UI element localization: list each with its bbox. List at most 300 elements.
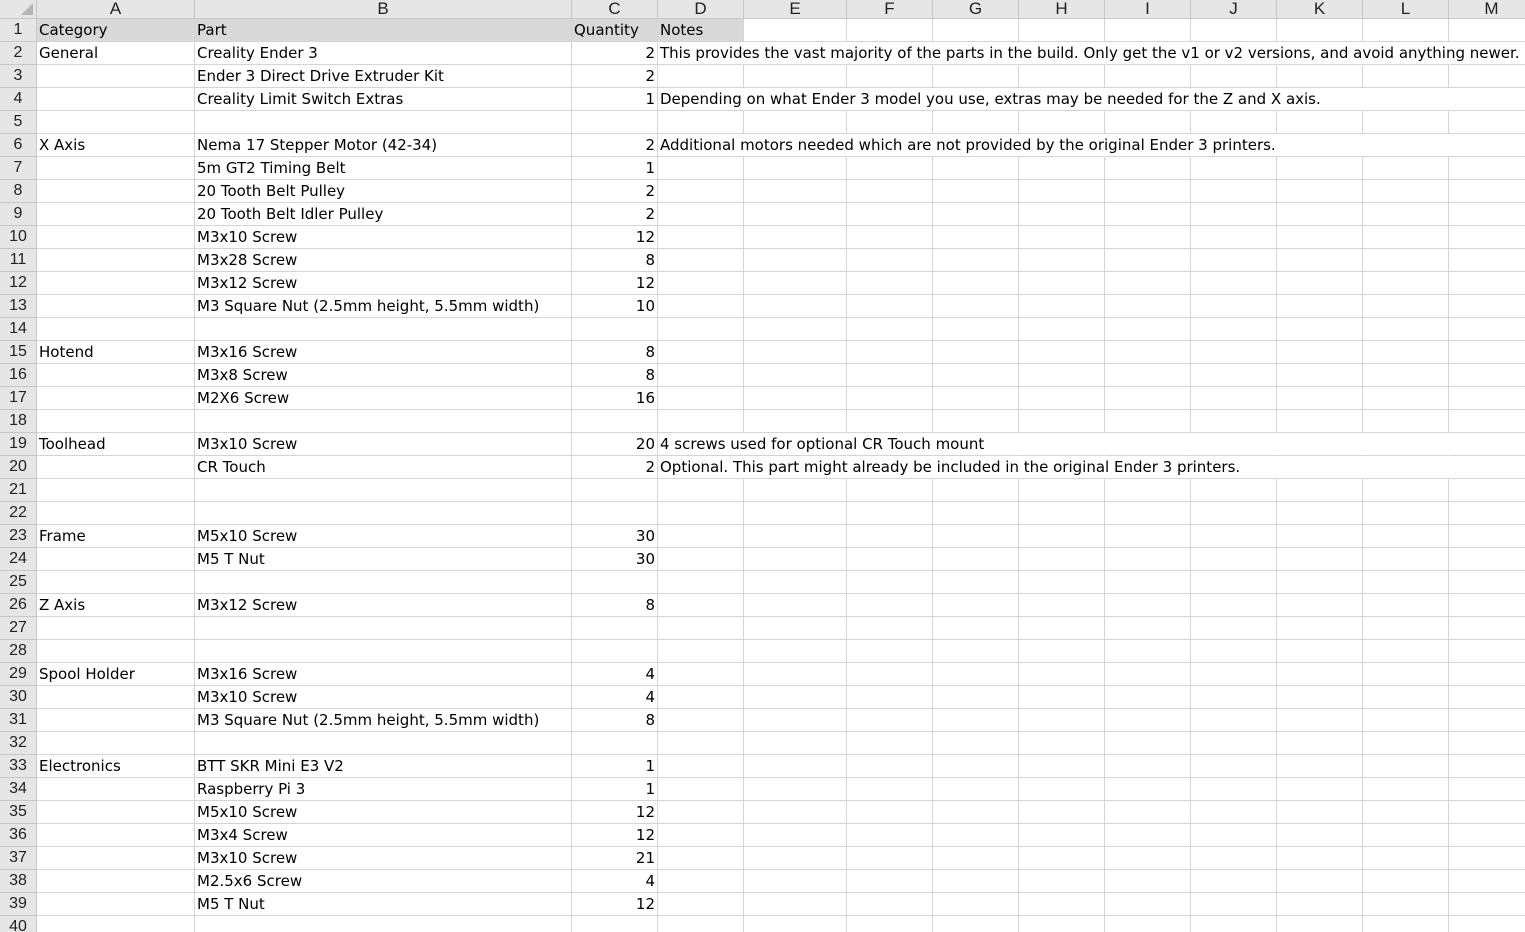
cell-b[interactable] [195, 111, 572, 134]
cell-l[interactable] [1363, 364, 1449, 387]
cell-k[interactable] [1277, 65, 1363, 88]
cell-i[interactable] [1105, 778, 1191, 801]
cell-h[interactable] [1019, 19, 1105, 42]
cell-h[interactable] [1019, 295, 1105, 318]
cell-c[interactable] [572, 709, 658, 732]
cell-j[interactable] [1191, 203, 1277, 226]
cell-g[interactable] [933, 893, 1019, 916]
cell-c[interactable] [572, 157, 658, 180]
cell-i[interactable] [1105, 387, 1191, 410]
row-header[interactable]: 30 [0, 686, 37, 709]
cell-l[interactable] [1363, 617, 1449, 640]
cell-b[interactable] [195, 778, 572, 801]
cell-e[interactable] [744, 318, 847, 341]
cell-d[interactable] [658, 916, 744, 932]
cell-g[interactable] [933, 111, 1019, 134]
cell-m[interactable] [1449, 272, 1525, 295]
cell-e[interactable] [744, 778, 847, 801]
cell-h[interactable] [1019, 502, 1105, 525]
cell-h[interactable] [1019, 870, 1105, 893]
cell-a[interactable] [37, 341, 195, 364]
cell-f[interactable] [847, 801, 933, 824]
cell-a[interactable] [37, 594, 195, 617]
cell-a[interactable] [37, 456, 195, 479]
row-header[interactable]: 29 [0, 663, 37, 686]
cell-c[interactable] [572, 387, 658, 410]
cell-d[interactable] [658, 663, 744, 686]
cell-i[interactable] [1105, 663, 1191, 686]
cell-c[interactable] [572, 65, 658, 88]
cell-m[interactable] [1449, 134, 1525, 157]
cell-b[interactable] [195, 295, 572, 318]
cell-h[interactable] [1019, 111, 1105, 134]
cell-i[interactable] [1105, 364, 1191, 387]
cell-m[interactable] [1449, 157, 1525, 180]
cell-b[interactable] [195, 594, 572, 617]
column-header-l[interactable]: L [1363, 0, 1449, 19]
cell-e[interactable] [744, 801, 847, 824]
cell-j[interactable] [1191, 755, 1277, 778]
cell-i[interactable] [1105, 341, 1191, 364]
cell-e[interactable] [744, 893, 847, 916]
cell-m[interactable] [1449, 893, 1525, 916]
cell-i[interactable] [1105, 318, 1191, 341]
cell-a[interactable] [37, 686, 195, 709]
cell-d[interactable] [658, 847, 744, 870]
cell-j[interactable] [1191, 548, 1277, 571]
cell-a[interactable] [37, 249, 195, 272]
cell-k[interactable] [1277, 479, 1363, 502]
cell-a[interactable] [37, 617, 195, 640]
cell-e[interactable] [744, 916, 847, 932]
cell-b[interactable] [195, 249, 572, 272]
cell-e[interactable] [744, 870, 847, 893]
cell-h[interactable] [1019, 847, 1105, 870]
cell-i[interactable] [1105, 594, 1191, 617]
cell-e[interactable] [744, 272, 847, 295]
cell-i[interactable] [1105, 226, 1191, 249]
cell-e[interactable] [744, 548, 847, 571]
cell-f[interactable] [847, 732, 933, 755]
column-header-h[interactable]: H [1019, 0, 1105, 19]
cell-g[interactable] [933, 663, 1019, 686]
cell-i[interactable] [1105, 295, 1191, 318]
cell-m[interactable] [1449, 19, 1525, 42]
cell-m[interactable] [1449, 686, 1525, 709]
cell-j[interactable] [1191, 525, 1277, 548]
cell-j[interactable] [1191, 226, 1277, 249]
cell-h[interactable] [1019, 410, 1105, 433]
cell-j[interactable] [1191, 19, 1277, 42]
cell-h[interactable] [1019, 893, 1105, 916]
cell-d[interactable] [658, 433, 985, 456]
cell-j[interactable] [1191, 479, 1277, 502]
cell-e[interactable] [744, 525, 847, 548]
cell-k[interactable] [1277, 893, 1363, 916]
cell-d[interactable] [658, 617, 744, 640]
cell-e[interactable] [744, 686, 847, 709]
cell-a[interactable] [37, 65, 195, 88]
cell-j[interactable] [1191, 893, 1277, 916]
row-header[interactable]: 24 [0, 548, 37, 571]
cell-d[interactable] [658, 364, 744, 387]
cell-k[interactable] [1277, 755, 1363, 778]
column-header-c[interactable]: C [572, 0, 658, 19]
cell-j[interactable] [1191, 341, 1277, 364]
cell-m[interactable] [1449, 847, 1525, 870]
cell-d[interactable] [658, 249, 744, 272]
cell-g[interactable] [933, 594, 1019, 617]
cell-j[interactable] [1191, 571, 1277, 594]
cell-e[interactable] [744, 663, 847, 686]
cell-c[interactable] [572, 893, 658, 916]
cell-d[interactable] [658, 778, 744, 801]
column-header-k[interactable]: K [1277, 0, 1363, 19]
column-header-b[interactable]: B [195, 0, 572, 19]
cell-k[interactable] [1277, 571, 1363, 594]
cell-e[interactable] [744, 571, 847, 594]
cell-l[interactable] [1363, 433, 1449, 456]
cell-c[interactable] [572, 594, 658, 617]
cell-e[interactable] [744, 709, 847, 732]
cell-f[interactable] [847, 318, 933, 341]
cell-h[interactable] [1019, 548, 1105, 571]
cell-k[interactable] [1277, 640, 1363, 663]
cell-h[interactable] [1019, 203, 1105, 226]
cell-a[interactable] [37, 755, 195, 778]
cell-k[interactable] [1277, 617, 1363, 640]
cell-e[interactable] [744, 824, 847, 847]
cell-d[interactable] [658, 594, 744, 617]
cell-a[interactable] [37, 548, 195, 571]
cell-b[interactable] [195, 456, 572, 479]
cell-h[interactable] [1019, 571, 1105, 594]
cell-d[interactable] [658, 640, 744, 663]
cell-b[interactable] [195, 847, 572, 870]
cell-f[interactable] [847, 502, 933, 525]
column-header-g[interactable]: G [933, 0, 1019, 19]
cell-f[interactable] [847, 778, 933, 801]
cell-j[interactable] [1191, 709, 1277, 732]
cell-h[interactable] [1019, 525, 1105, 548]
cell-m[interactable] [1449, 65, 1525, 88]
cell-f[interactable] [847, 249, 933, 272]
cell-b[interactable] [195, 65, 572, 88]
cell-l[interactable] [1363, 709, 1449, 732]
cell-b[interactable] [195, 318, 572, 341]
cell-k[interactable] [1277, 824, 1363, 847]
cell-b[interactable] [195, 272, 572, 295]
row-header[interactable]: 14 [0, 318, 37, 341]
cell-d[interactable] [658, 180, 744, 203]
cell-a[interactable] [37, 479, 195, 502]
cell-a[interactable] [37, 410, 195, 433]
cell-c[interactable] [572, 226, 658, 249]
cell-a[interactable] [37, 893, 195, 916]
cell-a[interactable] [37, 42, 195, 65]
cell-f[interactable] [847, 663, 933, 686]
cell-e[interactable] [744, 249, 847, 272]
row-header[interactable]: 8 [0, 180, 37, 203]
column-header-i[interactable]: I [1105, 0, 1191, 19]
cell-g[interactable] [933, 686, 1019, 709]
cell-f[interactable] [847, 272, 933, 295]
cell-e[interactable] [744, 847, 847, 870]
cell-m[interactable] [1449, 801, 1525, 824]
cell-l[interactable] [1363, 203, 1449, 226]
cell-a[interactable] [37, 111, 195, 134]
cell-i[interactable] [1105, 19, 1191, 42]
cell-e[interactable] [744, 341, 847, 364]
cell-b[interactable] [195, 732, 572, 755]
cell-m[interactable] [1449, 295, 1525, 318]
cell-a[interactable] [37, 88, 195, 111]
row-header[interactable]: 35 [0, 801, 37, 824]
cell-k[interactable] [1277, 502, 1363, 525]
cell-h[interactable] [1019, 65, 1105, 88]
cell-h[interactable] [1019, 732, 1105, 755]
cell-a[interactable] [37, 364, 195, 387]
cell-e[interactable] [744, 502, 847, 525]
cell-f[interactable] [847, 755, 933, 778]
cell-l[interactable] [1363, 341, 1449, 364]
row-header[interactable]: 9 [0, 203, 37, 226]
cell-g[interactable] [933, 755, 1019, 778]
cell-c[interactable] [572, 203, 658, 226]
cell-m[interactable] [1449, 778, 1525, 801]
cell-b[interactable] [195, 502, 572, 525]
cell-g[interactable] [933, 502, 1019, 525]
cell-d[interactable] [658, 525, 744, 548]
cell-e[interactable] [744, 364, 847, 387]
cell-b[interactable] [195, 801, 572, 824]
cell-d[interactable] [658, 65, 744, 88]
cell-g[interactable] [933, 870, 1019, 893]
cell-i[interactable] [1105, 870, 1191, 893]
cell-h[interactable] [1019, 479, 1105, 502]
cell-g[interactable] [933, 548, 1019, 571]
cell-m[interactable] [1449, 916, 1525, 932]
cell-c[interactable] [572, 916, 658, 932]
cell-g[interactable] [933, 65, 1019, 88]
cell-c[interactable] [572, 318, 658, 341]
cell-a[interactable] [37, 387, 195, 410]
cell-k[interactable] [1277, 732, 1363, 755]
cell-f[interactable] [847, 387, 933, 410]
cell-f[interactable] [847, 226, 933, 249]
cell-d[interactable] [658, 410, 744, 433]
cell-i[interactable] [1105, 479, 1191, 502]
cell-h[interactable] [1019, 686, 1105, 709]
cell-k[interactable] [1277, 686, 1363, 709]
cell-k[interactable] [1277, 410, 1363, 433]
cell-f[interactable] [847, 640, 933, 663]
cell-m[interactable] [1449, 111, 1525, 134]
row-header[interactable]: 21 [0, 479, 37, 502]
cell-e[interactable] [744, 157, 847, 180]
cell-h[interactable] [1019, 594, 1105, 617]
cell-l[interactable] [1363, 180, 1449, 203]
cell-g[interactable] [933, 617, 1019, 640]
cell-d[interactable] [658, 824, 744, 847]
cell-k[interactable] [1277, 456, 1363, 479]
cell-f[interactable] [847, 847, 933, 870]
cell-m[interactable] [1449, 525, 1525, 548]
cell-c[interactable] [572, 134, 658, 157]
cell-m[interactable] [1449, 456, 1525, 479]
cell-l[interactable] [1363, 847, 1449, 870]
cell-a[interactable] [37, 732, 195, 755]
cell-m[interactable] [1449, 318, 1525, 341]
cell-m[interactable] [1449, 410, 1525, 433]
cell-a[interactable] [37, 709, 195, 732]
cell-a[interactable] [37, 801, 195, 824]
cell-b[interactable] [195, 686, 572, 709]
cell-e[interactable] [744, 410, 847, 433]
cell-k[interactable] [1277, 249, 1363, 272]
row-header[interactable]: 11 [0, 249, 37, 272]
cell-j[interactable] [1191, 617, 1277, 640]
column-header-e[interactable]: E [744, 0, 847, 19]
cell-d[interactable] [658, 226, 744, 249]
cell-l[interactable] [1363, 65, 1449, 88]
cell-h[interactable] [1019, 709, 1105, 732]
cell-d[interactable] [658, 42, 1520, 65]
cell-d[interactable] [658, 686, 744, 709]
cell-b[interactable] [195, 226, 572, 249]
row-header[interactable]: 39 [0, 893, 37, 916]
cell-m[interactable] [1449, 502, 1525, 525]
cell-f[interactable] [847, 916, 933, 932]
cell-j[interactable] [1191, 433, 1277, 456]
cell-j[interactable] [1191, 801, 1277, 824]
cell-h[interactable] [1019, 433, 1105, 456]
cell-b[interactable] [195, 88, 572, 111]
cell-f[interactable] [847, 571, 933, 594]
cell-c[interactable] [572, 88, 658, 111]
cell-k[interactable] [1277, 226, 1363, 249]
cell-b[interactable] [195, 525, 572, 548]
cell-b[interactable] [195, 479, 572, 502]
cell-g[interactable] [933, 640, 1019, 663]
cell-e[interactable] [744, 65, 847, 88]
cell-k[interactable] [1277, 387, 1363, 410]
cell-i[interactable] [1105, 502, 1191, 525]
cell-k[interactable] [1277, 272, 1363, 295]
cell-e[interactable] [744, 19, 847, 42]
cell-k[interactable] [1277, 180, 1363, 203]
cell-f[interactable] [847, 410, 933, 433]
cell-k[interactable] [1277, 111, 1363, 134]
cell-i[interactable] [1105, 433, 1191, 456]
cell-d[interactable] [658, 801, 744, 824]
cell-d[interactable] [658, 19, 744, 42]
cell-b[interactable] [195, 203, 572, 226]
cell-b[interactable] [195, 19, 572, 42]
cell-k[interactable] [1277, 157, 1363, 180]
cell-l[interactable] [1363, 525, 1449, 548]
cell-d[interactable] [658, 134, 1276, 157]
row-header[interactable]: 17 [0, 387, 37, 410]
cell-e[interactable] [744, 387, 847, 410]
cell-b[interactable] [195, 709, 572, 732]
cell-d[interactable] [658, 88, 1321, 111]
cell-j[interactable] [1191, 249, 1277, 272]
cell-f[interactable] [847, 686, 933, 709]
cell-j[interactable] [1191, 778, 1277, 801]
cell-j[interactable] [1191, 410, 1277, 433]
cell-e[interactable] [744, 617, 847, 640]
cell-m[interactable] [1449, 617, 1525, 640]
cell-g[interactable] [933, 19, 1019, 42]
cell-i[interactable] [1105, 755, 1191, 778]
row-header[interactable]: 1 [0, 19, 37, 42]
cell-b[interactable] [195, 157, 572, 180]
cell-j[interactable] [1191, 180, 1277, 203]
cell-m[interactable] [1449, 548, 1525, 571]
cell-d[interactable] [658, 295, 744, 318]
cell-k[interactable] [1277, 663, 1363, 686]
cell-j[interactable] [1191, 732, 1277, 755]
row-header[interactable]: 16 [0, 364, 37, 387]
cell-k[interactable] [1277, 548, 1363, 571]
column-header-a[interactable]: A [37, 0, 195, 19]
cell-b[interactable] [195, 755, 572, 778]
cell-l[interactable] [1363, 686, 1449, 709]
cell-j[interactable] [1191, 387, 1277, 410]
cell-l[interactable] [1363, 410, 1449, 433]
cell-c[interactable] [572, 180, 658, 203]
cell-f[interactable] [847, 203, 933, 226]
cell-j[interactable] [1191, 663, 1277, 686]
cell-k[interactable] [1277, 870, 1363, 893]
cell-e[interactable] [744, 111, 847, 134]
cell-c[interactable] [572, 548, 658, 571]
cell-b[interactable] [195, 870, 572, 893]
cell-a[interactable] [37, 916, 195, 932]
cell-h[interactable] [1019, 157, 1105, 180]
cell-i[interactable] [1105, 640, 1191, 663]
cell-a[interactable] [37, 502, 195, 525]
cell-f[interactable] [847, 180, 933, 203]
cell-m[interactable] [1449, 341, 1525, 364]
cell-f[interactable] [847, 19, 933, 42]
cell-m[interactable] [1449, 226, 1525, 249]
cell-i[interactable] [1105, 180, 1191, 203]
cell-d[interactable] [658, 893, 744, 916]
cell-f[interactable] [847, 341, 933, 364]
cell-b[interactable] [195, 617, 572, 640]
cell-i[interactable] [1105, 249, 1191, 272]
cell-l[interactable] [1363, 456, 1449, 479]
cell-c[interactable] [572, 19, 658, 42]
cell-c[interactable] [572, 364, 658, 387]
cell-l[interactable] [1363, 88, 1449, 111]
cell-h[interactable] [1019, 226, 1105, 249]
cell-k[interactable] [1277, 318, 1363, 341]
cell-i[interactable] [1105, 617, 1191, 640]
cell-i[interactable] [1105, 824, 1191, 847]
cell-a[interactable] [37, 318, 195, 341]
cell-d[interactable] [658, 157, 744, 180]
cell-a[interactable] [37, 295, 195, 318]
row-header[interactable]: 4 [0, 88, 37, 111]
cell-d[interactable] [658, 548, 744, 571]
cell-j[interactable] [1191, 272, 1277, 295]
cell-h[interactable] [1019, 249, 1105, 272]
cell-a[interactable] [37, 824, 195, 847]
row-header[interactable]: 26 [0, 594, 37, 617]
